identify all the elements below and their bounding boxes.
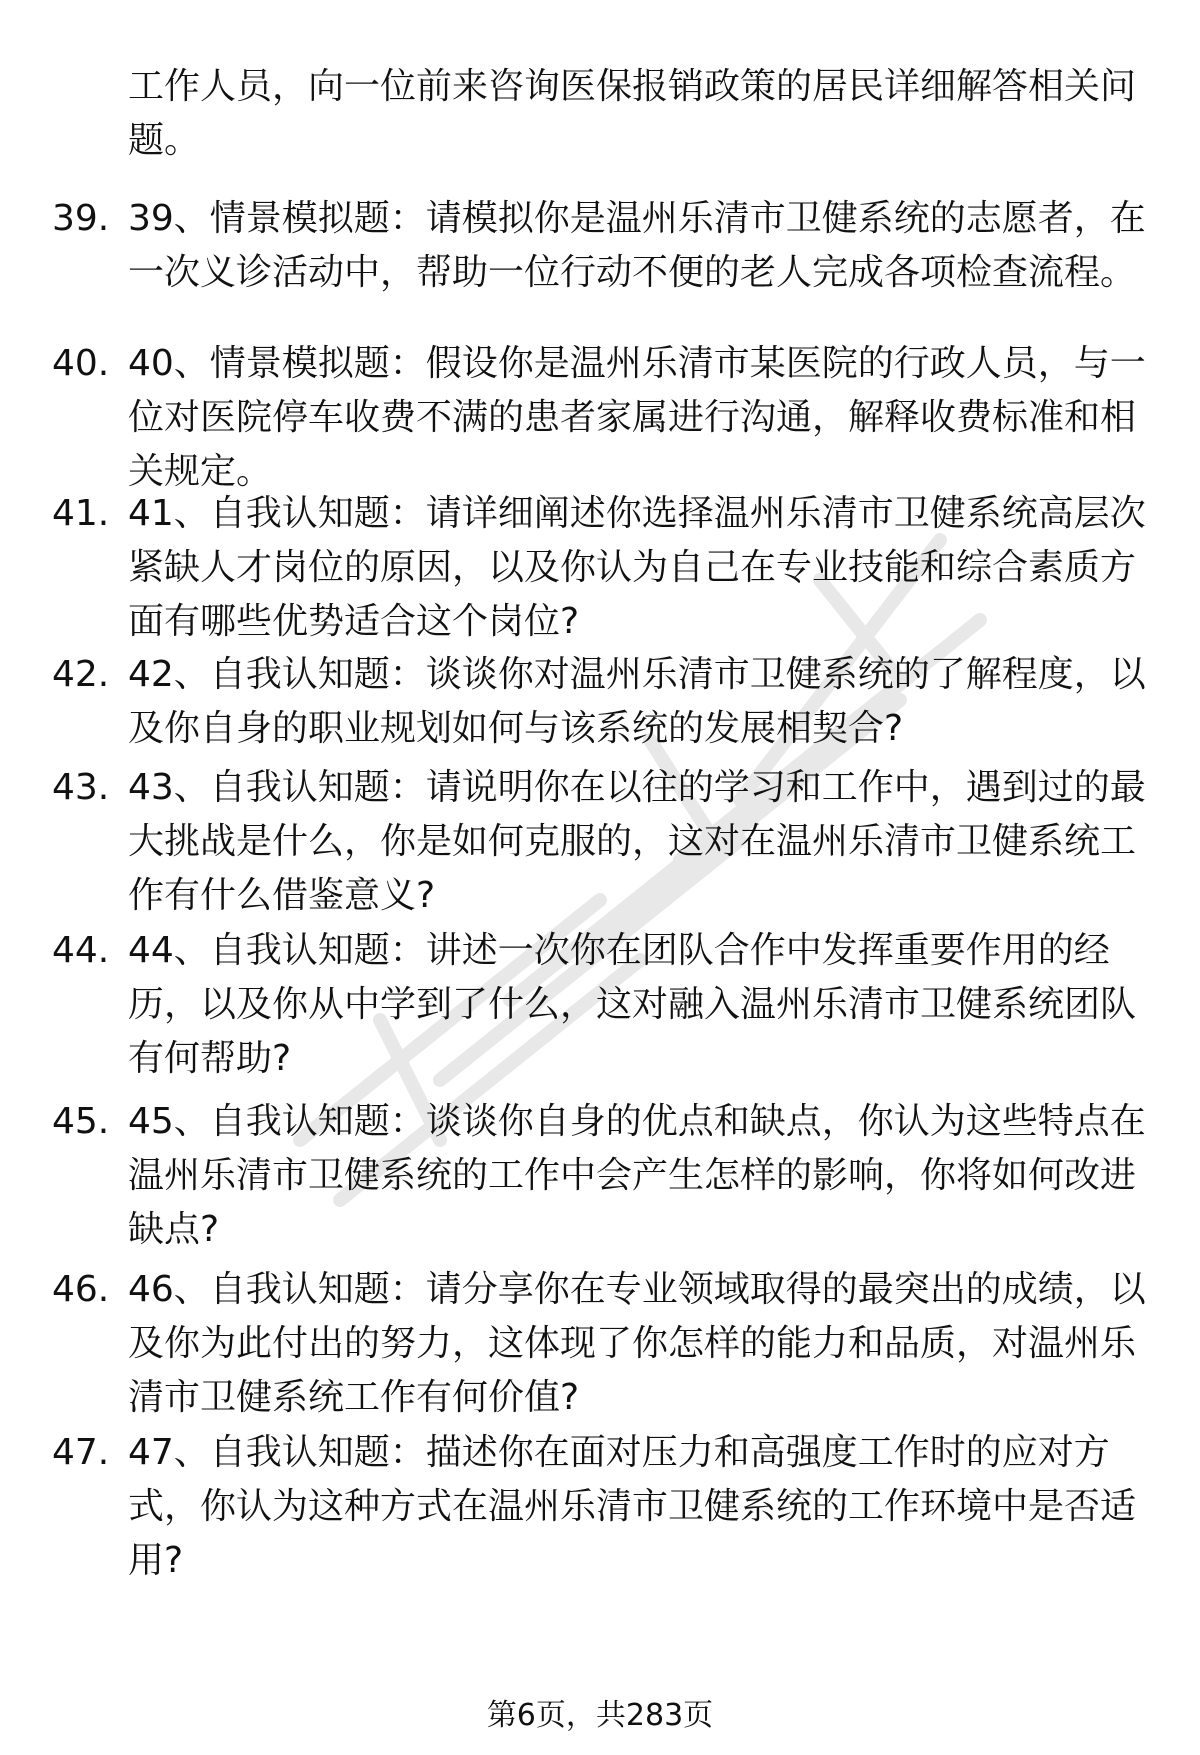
continuation-paragraph: 工作人员，向一位前来咨询医保报销政策的居民详细解答相关问题。 [128, 66, 1137, 161]
item-text: 39、情景模拟题：请模拟你是温州乐清市卫健系统的志愿者，在一次义诊活动中，帮助一位行动不便的老人完成各项检查流程。 [128, 198, 1146, 293]
list-item [0, 924, 1200, 1095]
list-item [0, 337, 1200, 492]
item-number: 45. [52, 1101, 110, 1142]
list-item [0, 192, 1200, 337]
item-number: 47. [52, 1432, 110, 1473]
item-text: 40、情景模拟题：假设你是温州乐清市某医院的行政人员，与一位对医院停车收费不满的患者家属进行沟通，解释收费标准和相关规定。 [128, 343, 1146, 492]
page-footer: 第6页，共283页 [486, 1698, 714, 1733]
list-item [0, 648, 1200, 761]
question-list [0, 192, 1200, 1596]
item-number: 41. [52, 493, 110, 534]
item-text: 43、自我认知题：请说明你在以往的学习和工作中，遇到过的最大挑战是什么，你是如何克服的，这对在温州乐清市卫健系统工作有什么借鉴意义? [128, 767, 1146, 916]
item-text: 47、自我认知题：描述你在面对压力和高强度工作时的应对方式，你认为这种方式在温州乐清市卫健系统的工作环境中是否适用? [128, 1432, 1137, 1581]
list-item [0, 487, 1200, 648]
item-number: 43. [52, 767, 110, 808]
item-number: 42. [52, 654, 110, 695]
item-text: 42、自我认知题：谈谈你对温州乐清市卫健系统的了解程度，以及你自身的职业规划如何与该系统的发展相契合? [128, 654, 1146, 749]
item-text: 41、自我认知题：请详细阐述你选择温州乐清市卫健系统高层次紧缺人才岗位的原因，以及你认为自己在专业技能和综合素质方面有哪些优势适合这个岗位? [128, 493, 1146, 642]
item-number: 44. [52, 930, 110, 971]
item-number: 40. [52, 343, 110, 384]
item-number: 46. [52, 1269, 110, 1310]
list-item [0, 1095, 1200, 1263]
item-text: 46、自我认知题：请分享你在专业领域取得的最突出的成绩，以及你为此付出的努力，这体现了你怎样的能力和品质，对温州乐清市卫健系统工作有何价值? [128, 1269, 1146, 1418]
item-text: 44、自我认知题：讲述一次你在团队合作中发挥重要作用的经历，以及你从中学到了什么，这对融入温州乐清市卫健系统团队有何帮助? [128, 930, 1137, 1079]
list-item [0, 761, 1200, 924]
list-item [0, 1426, 1200, 1596]
item-text: 45、自我认知题：谈谈你自身的优点和缺点，你认为这些特点在温州乐清市卫健系统的工作中会产生怎样的影响，你将如何改进缺点? [128, 1101, 1146, 1250]
item-number: 39. [52, 198, 110, 239]
list-item [0, 1263, 1200, 1426]
